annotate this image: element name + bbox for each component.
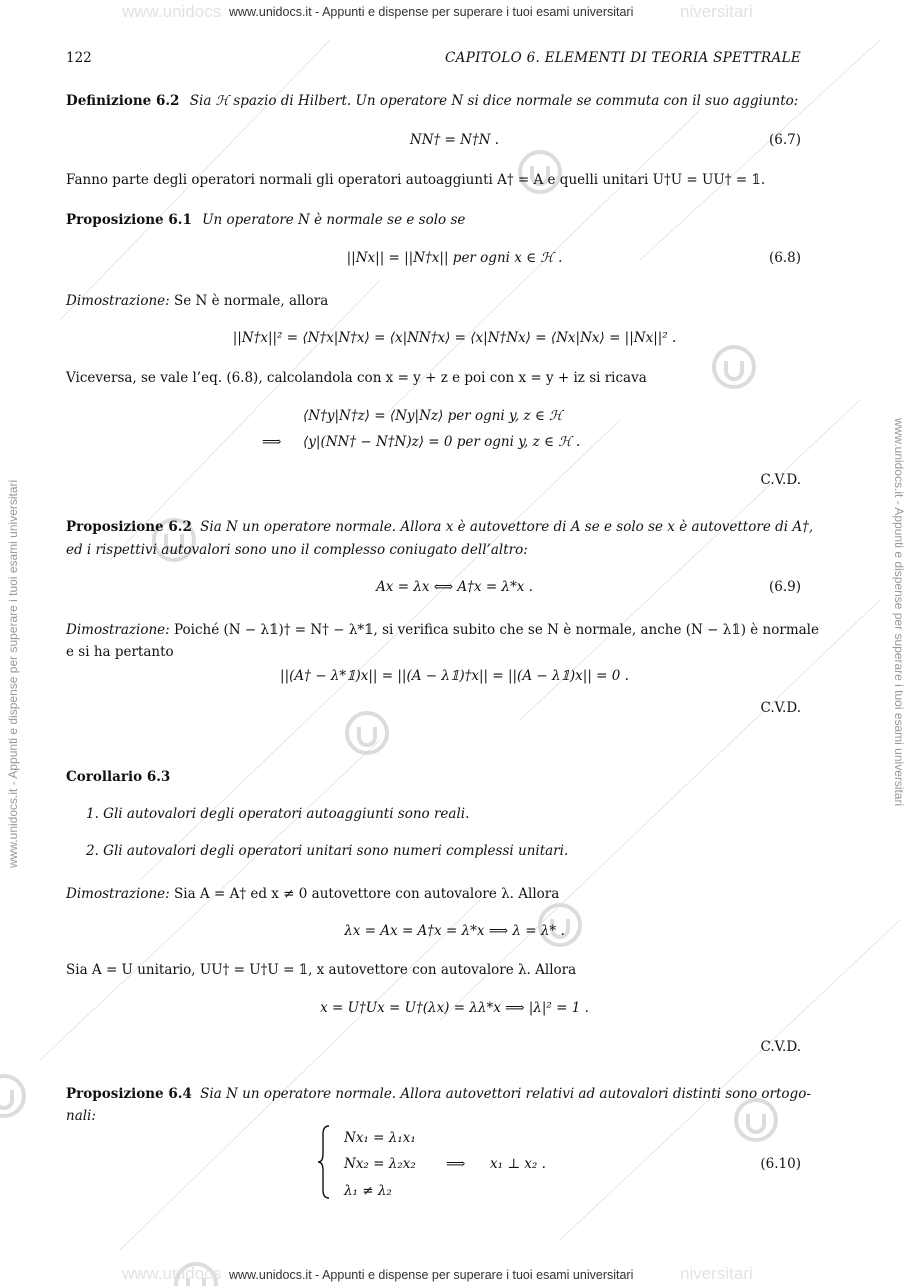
system-line: Nx₂ = λ₂x₂ (344, 1156, 416, 1172)
proof-1 (66, 293, 328, 309)
equation-proof-2: ||(A† − λ*𝟙)x|| = ||(A − λ𝟙)†x|| = ||(A − λ𝟙)x|| = 0 . (280, 668, 629, 684)
definition-label: Definizione 6.2 (66, 93, 180, 109)
proposition-label: Proposizione 6.2 (66, 519, 192, 535)
proof-text: Se N è normale, allora (174, 293, 329, 309)
proposition-6-2 (66, 519, 813, 535)
proof-label: Dimostrazione: (66, 886, 170, 902)
definition-6-2 (66, 93, 798, 109)
watermark-gray-right: niversitari (680, 1264, 753, 1283)
proof-3 (66, 886, 559, 902)
list-item: 2. Gli autovalori degli operatori unitari sono numeri complessi unitari. (86, 843, 569, 859)
equation-number: (6.7) (768, 132, 801, 148)
left-brace-icon (316, 1124, 332, 1200)
proof-label: Dimostrazione: (66, 293, 170, 309)
system-line: λ₁ ≠ λ₂ (344, 1183, 392, 1199)
equation-viceversa-1: ⟨N†y|N†z⟩ = ⟨Ny|Nz⟩ per ogni y, z ∈ ℋ (303, 408, 563, 424)
cvd: C.V.D. (760, 1039, 801, 1055)
equation-6-7: NN† = N†N . (409, 132, 500, 148)
system-result: x₁ ⊥ x₂ . (490, 1156, 546, 1172)
equation-6-9: Ax = λx ⟺ A†x = λ*x . (376, 579, 533, 595)
proposition-text: Un operatore N è normale se e solo se (202, 212, 466, 228)
watermark-right-side: www.unidocs.it - Appunti e dispense per superare i tuoi esami universitari (892, 418, 906, 807)
proposition-label: Proposizione 6.1 (66, 212, 192, 228)
proof-text-cont: e si ha pertanto (66, 644, 174, 660)
proposition-text-cont: ed i rispettivi autovalori sono uno il complesso coniugato dell’altro: (66, 542, 528, 558)
watermark-gray-left: www.unidocs (122, 2, 222, 21)
unidocs-logo-icon (347, 713, 387, 753)
equation-unitary: x = U†Ux = U†(λx) = λλ*x ⟹ |λ|² = 1 . (320, 1000, 589, 1016)
watermark-gray-right: niversitari (680, 2, 753, 21)
cvd: C.V.D. (760, 700, 801, 716)
proof-label: Dimostrazione: (66, 622, 170, 638)
list-item: 1. Gli autovalori degli operatori autoaggiunti sono reali. (86, 806, 470, 822)
definition-text: Sia ℋ spazio di Hilbert. Un operatore N si dice normale se commuta con il suo aggiunto: (189, 93, 799, 109)
implies-arrow: ⟹ (262, 434, 282, 450)
proposition-6-4 (66, 1086, 811, 1102)
implies-arrow: ⟹ (446, 1156, 466, 1172)
equation-proof-1: ||N†x||² = ⟨N†x|N†x⟩ = ⟨x|NN†x⟩ = ⟨x|N†Nx⟩ = ⟨Nx|Nx⟩ = ||Nx||² . (232, 330, 677, 346)
equation-number: (6.10) (760, 1156, 801, 1172)
corollary-6-3: Corollario 6.3 (66, 769, 171, 785)
proposition-text: Sia N un operatore normale. Allora x è autovettore di A se e solo se x è autovettore di A†, (200, 519, 814, 535)
equation-number: (6.9) (768, 579, 801, 595)
proposition-text-cont: nali: (66, 1108, 96, 1124)
cvd: C.V.D. (760, 472, 801, 488)
watermark-left-side: www.unidocs.it - Appunti e dispense per superare i tuoi esami universitari (6, 479, 20, 868)
page-number: 122 (66, 50, 92, 66)
watermark-gray-left: www.unidocs (122, 1264, 222, 1283)
equation-proof-3: λx = Ax = A†x = λ*x ⟹ λ = λ* . (344, 923, 565, 939)
proof-2 (66, 622, 819, 638)
proof-text: Sia A = A† ed x ≠ 0 autovettore con autovalore λ. Allora (174, 886, 560, 902)
proof-text: Poiché (N − λ𝟙)† = N† − λ*𝟙, si verifica subito che se N è normale, anche (N − λ𝟙) è normale (174, 622, 819, 638)
proposition-6-1 (66, 212, 465, 228)
equation-viceversa-2: ⟨y|(NN† − N†N)z⟩ = 0 per ogni y, z ∈ ℋ . (303, 434, 581, 450)
proposition-text: Sia N un operatore normale. Allora autovettori relativi ad autovalori distinti sono ortogo- (200, 1086, 811, 1102)
chapter-title: CAPITOLO 6. ELEMENTI DI TEORIA SPETTRALE (445, 50, 801, 66)
system-line: Nx₁ = λ₁x₁ (344, 1130, 416, 1146)
paragraph-normal-operators: Fanno parte degli operatori normali gli operatori autoaggiunti A† = A e quelli unitari U†U = UU† = 𝟙. (66, 172, 766, 188)
paragraph-unitary: Sia A = U unitario, UU† = U†U = 𝟙, x autovettore con autovalore λ. Allora (66, 962, 577, 978)
unidocs-logo-icon (0, 1076, 24, 1116)
watermark-bottom: www.unidocs.it - Appunti e dispense per superare i tuoi esami universitari (229, 1268, 634, 1282)
equation-number: (6.8) (768, 250, 801, 266)
unidocs-logo-icon (736, 1100, 776, 1140)
equation-6-8: ||Nx|| = ||N†x|| per ogni x ∈ ℋ . (346, 250, 563, 266)
unidocs-logo-icon (714, 347, 754, 387)
paragraph-viceversa: Viceversa, se vale l’eq. (6.8), calcolandola con x = y + z e poi con x = y + iz si ricava (66, 370, 647, 386)
watermark-top: www.unidocs.it - Appunti e dispense per superare i tuoi esami universitari (229, 5, 634, 19)
proposition-label: Proposizione 6.4 (66, 1086, 192, 1102)
